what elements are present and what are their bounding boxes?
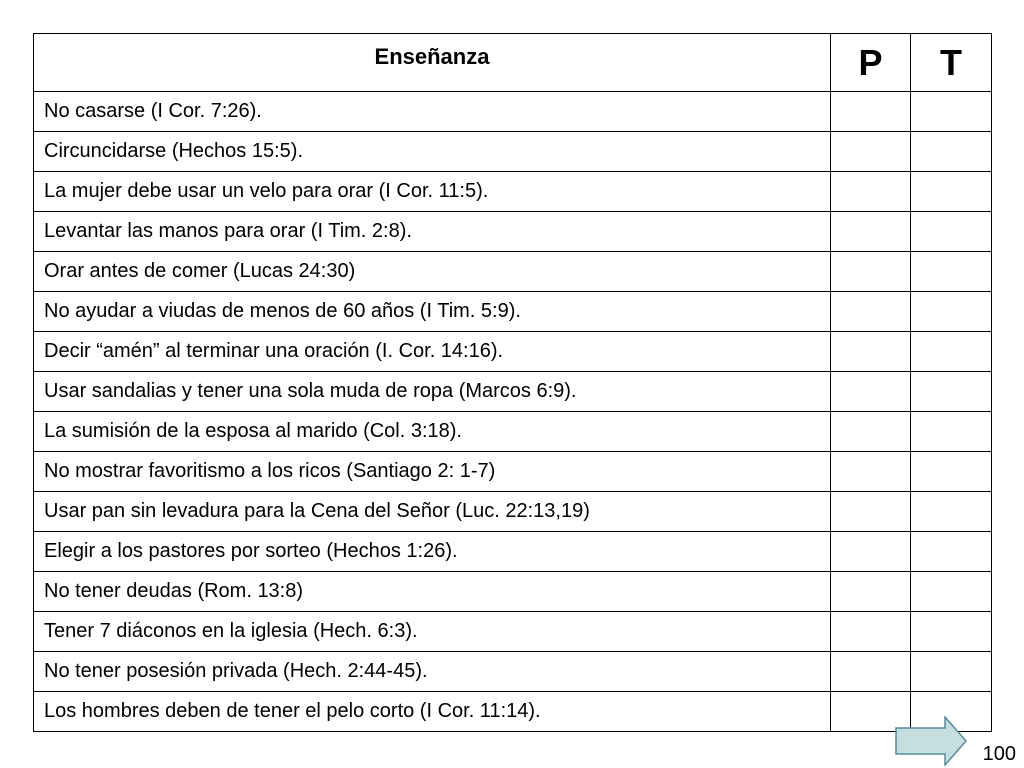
table-row <box>34 492 992 532</box>
p-cell[interactable] <box>831 212 911 252</box>
teaching-cell: Los hombres deben de tener el pelo corto (I Cor. 11:14). <box>34 692 831 732</box>
teaching-cell: Tener 7 diáconos en la iglesia (Hech. 6:3). <box>34 612 831 652</box>
teachings-table <box>33 33 992 732</box>
teaching-cell: No casarse (I Cor. 7:26). <box>34 92 831 132</box>
table-row <box>34 452 992 492</box>
teaching-cell: Usar pan sin levadura para la Cena del Señor (Luc. 22:13,19) <box>34 492 831 532</box>
t-cell[interactable] <box>911 452 992 492</box>
table-row <box>34 652 992 692</box>
teaching-cell: La mujer debe usar un velo para orar (I Cor. 11:5). <box>34 172 831 212</box>
teaching-cell: No tener deudas (Rom. 13:8) <box>34 572 831 612</box>
table-row <box>34 532 992 572</box>
table-row <box>34 292 992 332</box>
p-cell[interactable] <box>831 492 911 532</box>
t-cell[interactable] <box>911 412 992 452</box>
table-row <box>34 212 992 252</box>
t-cell[interactable] <box>911 572 992 612</box>
table-row <box>34 412 992 452</box>
p-cell[interactable] <box>831 252 911 292</box>
table-row <box>34 572 992 612</box>
t-cell[interactable] <box>911 172 992 212</box>
teaching-cell: La sumisión de la esposa al marido (Col. 3:18). <box>34 412 831 452</box>
p-cell[interactable] <box>831 572 911 612</box>
p-cell[interactable] <box>831 612 911 652</box>
header-t: T <box>911 34 992 92</box>
table-header-row <box>34 34 992 92</box>
table-row <box>34 92 992 132</box>
teaching-cell: Usar sandalias y tener una sola muda de ropa (Marcos 6:9). <box>34 372 831 412</box>
header-p: P <box>831 34 911 92</box>
t-cell[interactable] <box>911 252 992 292</box>
table-row <box>34 172 992 212</box>
t-cell[interactable] <box>911 332 992 372</box>
table-row <box>34 372 992 412</box>
p-cell[interactable] <box>831 372 911 412</box>
p-cell[interactable] <box>831 172 911 212</box>
table-row <box>34 332 992 372</box>
p-cell[interactable] <box>831 132 911 172</box>
page-number: 100 <box>982 743 1016 765</box>
header-teaching: Enseñanza <box>34 34 831 92</box>
table-row <box>34 132 992 172</box>
p-cell[interactable] <box>831 452 911 492</box>
p-cell[interactable] <box>831 92 911 132</box>
p-cell[interactable] <box>831 332 911 372</box>
t-cell[interactable] <box>911 652 992 692</box>
teaching-cell: No ayudar a viudas de menos de 60 años (I Tim. 5:9). <box>34 292 831 332</box>
teaching-cell: Orar antes de comer (Lucas 24:30) <box>34 252 831 292</box>
table-row <box>34 612 992 652</box>
t-cell[interactable] <box>911 132 992 172</box>
p-cell[interactable] <box>831 532 911 572</box>
table-row <box>34 252 992 292</box>
teaching-cell: No mostrar favoritismo a los ricos (Santiago 2: 1-7) <box>34 452 831 492</box>
teaching-cell: Circuncidarse (Hechos 15:5). <box>34 132 831 172</box>
arrow-right-icon[interactable] <box>895 716 967 766</box>
teaching-cell: No tener posesión privada (Hech. 2:44-45). <box>34 652 831 692</box>
t-cell[interactable] <box>911 612 992 652</box>
teaching-cell: Levantar las manos para orar (I Tim. 2:8). <box>34 212 831 252</box>
t-cell[interactable] <box>911 532 992 572</box>
teaching-cell: Elegir a los pastores por sorteo (Hechos 1:26). <box>34 532 831 572</box>
t-cell[interactable] <box>911 492 992 532</box>
p-cell[interactable] <box>831 292 911 332</box>
t-cell[interactable] <box>911 92 992 132</box>
teaching-cell: Decir “amén” al terminar una oración (I. Cor. 14:16). <box>34 332 831 372</box>
t-cell[interactable] <box>911 292 992 332</box>
table-row <box>34 692 992 732</box>
t-cell[interactable] <box>911 372 992 412</box>
t-cell[interactable] <box>911 212 992 252</box>
p-cell[interactable] <box>831 412 911 452</box>
p-cell[interactable] <box>831 652 911 692</box>
